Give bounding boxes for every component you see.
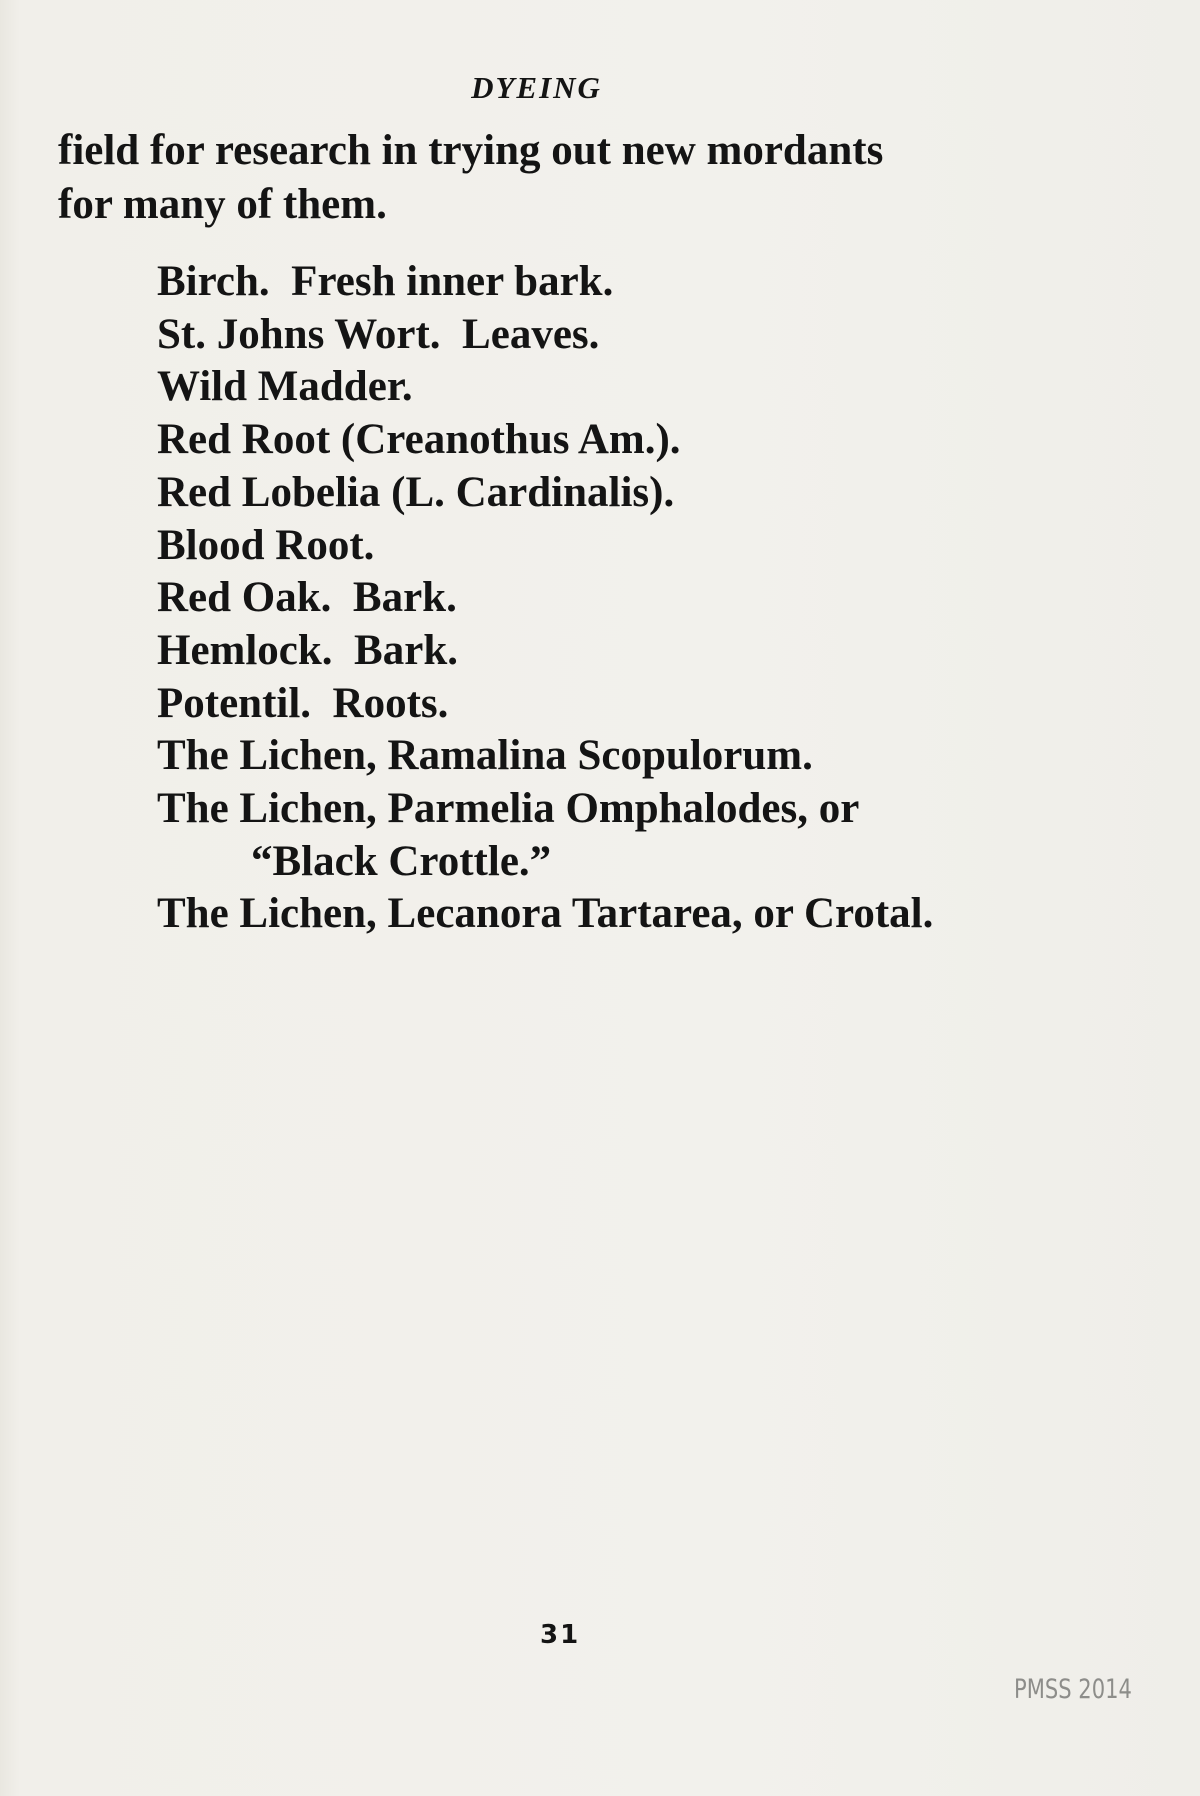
list-item: The Lichen, Lecanora Tartarea, or Crotal. <box>157 890 934 938</box>
list-item: Birch. Fresh inner bark. <box>157 258 614 305</box>
list-item: Potentil. Roots. <box>157 679 449 727</box>
list-item: Wild Madder. <box>157 363 413 411</box>
list-item: St. Johns Wort. Leaves. <box>157 310 600 358</box>
list-item: Red Oak. Bark. <box>157 574 457 622</box>
list-item: Red Lobelia (L. Cardinalis). <box>157 468 675 516</box>
list-item: The Lichen, Ramalina Scopulorum. <box>157 732 813 780</box>
list-item: Blood Root. <box>157 521 375 569</box>
paragraph-line: field for research in trying out new mordants <box>58 127 884 174</box>
dye-plant-list <box>157 256 933 941</box>
list-item: Red Root (Creanothus Am.). <box>157 416 681 464</box>
intro-paragraph <box>58 124 1058 232</box>
watermark: PMSS 2014 <box>1014 1674 1132 1705</box>
list-item: The Lichen, Parmelia Omphalodes, or <box>157 785 860 833</box>
page-number: 31 <box>540 1620 581 1650</box>
list-item: Hemlock. Bark. <box>157 626 458 674</box>
list-item-continuation: “Black Crottle.” <box>251 837 552 885</box>
paragraph-line: for many of them. <box>58 181 387 228</box>
running-header: DYEING <box>471 70 602 105</box>
